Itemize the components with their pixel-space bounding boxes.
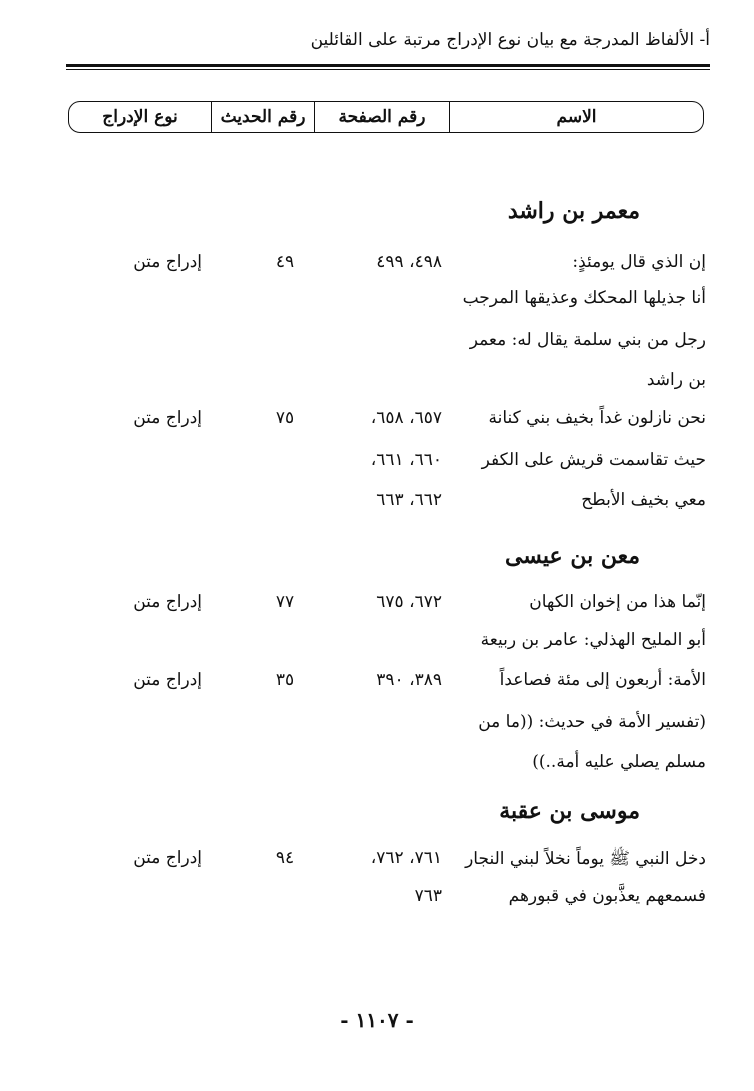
entry-text: رجل من بني سلمة يقال له: معمر	[469, 330, 706, 350]
entry-hadith-number: ٧٧	[275, 592, 295, 612]
entry-pages: ٦٥٧، ٦٥٨،	[370, 408, 442, 428]
entry-pages: ٦٦٠، ٦٦١،	[370, 450, 442, 470]
entry-pages: ٦٧٢، ٦٧٥	[376, 592, 442, 612]
entry-text: مسلم يصلي عليه أمة..))	[532, 752, 706, 772]
narrator-heading: معمر بن راشد	[507, 198, 640, 224]
entry-hadith-number: ٧٥	[275, 408, 295, 428]
column-header-page: رقم الصفحة	[314, 102, 449, 132]
entry-text: حيث تقاسمت قريش على الكفر	[481, 450, 706, 470]
entry-pages: ٦٦٢، ٦٦٣	[376, 490, 442, 510]
entry-insertion-type: إدراج متن	[133, 252, 202, 272]
entry-text: أنا جذيلها المحكك وعذيقها المرجب	[462, 288, 706, 308]
entry-hadith-number: ٣٥	[275, 670, 295, 690]
page-number: - ١١٠٧ -	[340, 1008, 414, 1032]
entry-insertion-type: إدراج متن	[133, 670, 202, 690]
entry-pages: ٣٨٩، ٣٩٠	[376, 670, 442, 690]
entry-text: بن راشد	[646, 370, 706, 390]
entry-pages: ٧٦١، ٧٦٢،	[370, 848, 442, 868]
entry-text: أبو المليح الهذلي: عامر بن ربيعة	[480, 630, 706, 650]
column-header-hadith: رقم الحديث	[211, 102, 314, 132]
narrator-heading: موسى بن عقبة	[499, 798, 640, 824]
entry-text: إنّما هذا من إخوان الكهان	[529, 592, 706, 612]
entry-text: الأمة: أربعون إلى مئة فصاعداً	[499, 670, 706, 690]
entry-hadith-number: ٩٤	[275, 848, 295, 868]
entry-insertion-type: إدراج متن	[133, 408, 202, 428]
column-header-row	[68, 101, 704, 133]
entry-text: إن الذي قال يومئذٍ:	[572, 252, 706, 272]
entry-insertion-type: إدراج متن	[133, 848, 202, 868]
column-header-type: نوع الإدراج	[102, 107, 178, 127]
entry-text: نحن نازلون غداً بخيف بني كنانة	[488, 408, 706, 428]
entry-text: دخل النبي ﷺ يوماً نخلاً لبني النجار	[465, 849, 706, 869]
entry-pages: ٧٦٣	[414, 886, 442, 906]
entry-text: فسمعهم يعذَّبون في قبورهم	[508, 886, 706, 906]
header-rule	[66, 64, 710, 67]
entry-pages: ٤٩٨، ٤٩٩	[376, 252, 442, 272]
column-header-name: الاسم	[449, 102, 703, 132]
entry-hadith-number: ٤٩	[275, 252, 295, 272]
entry-text: معي بخيف الأبطح	[581, 490, 706, 510]
narrator-heading: معن بن عيسى	[504, 543, 640, 569]
entry-insertion-type: إدراج متن	[133, 592, 202, 612]
header-rule-thin	[66, 69, 710, 70]
running-header: أ- الألفاظ المدرجة مع بيان نوع الإدراج مرتبة على القائلين	[310, 30, 710, 50]
entry-text: (تفسير الأمة في حديث: ((ما من	[478, 712, 706, 732]
